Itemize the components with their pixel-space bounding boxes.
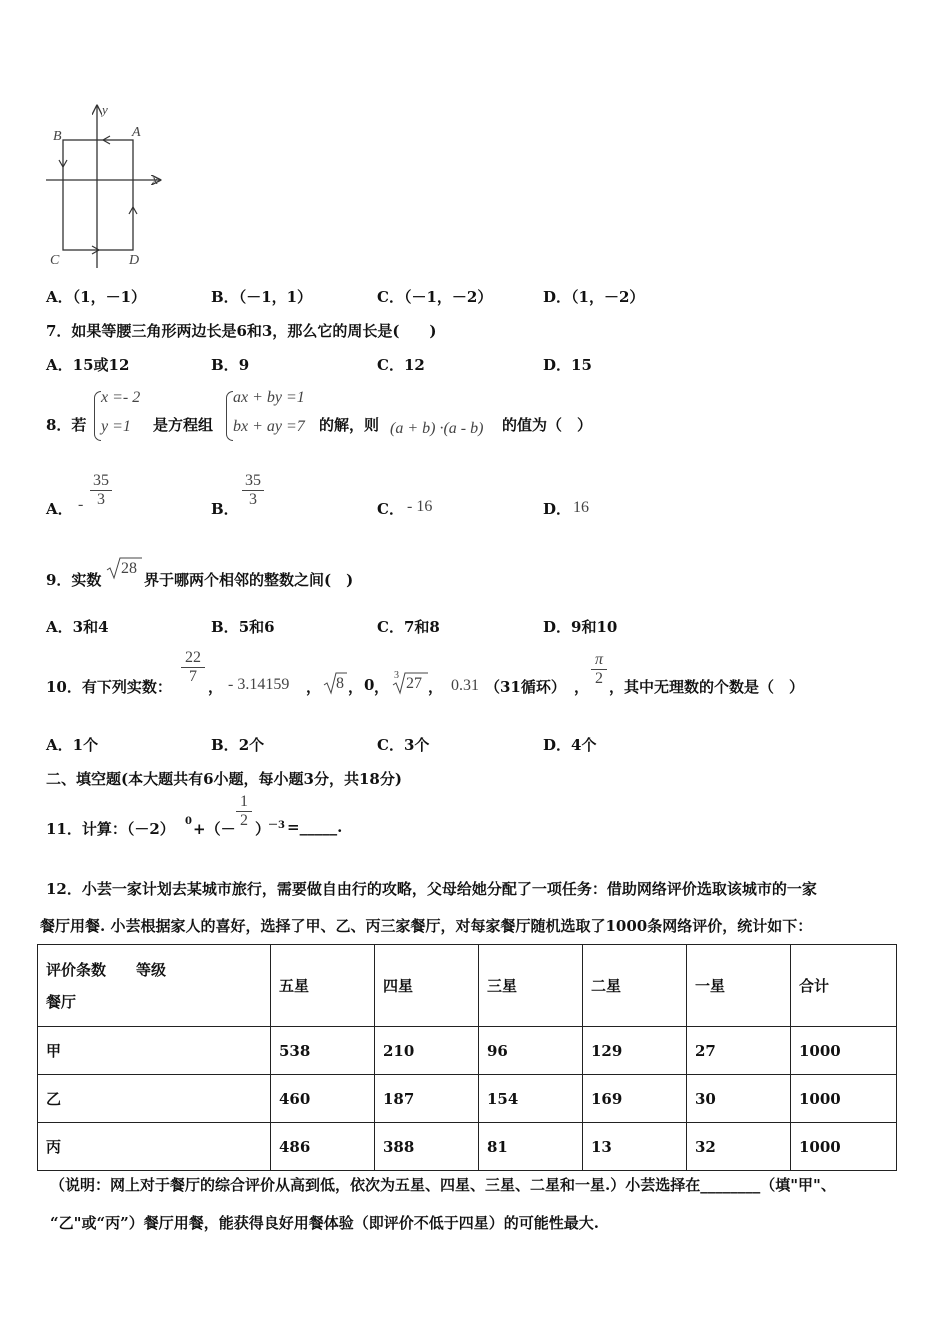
table-cell: 30 — [687, 1075, 791, 1123]
table-row-name: 丙 — [38, 1123, 271, 1171]
q6-option-c: C．（－1，－2） — [377, 288, 493, 306]
section-2-heading: 二、填空题(本大题共有6小题，每小题3分，共18分) — [46, 770, 402, 788]
q8-option-a-letter: A． — [46, 500, 73, 518]
q10-sqrt8-radicand: 8 — [336, 675, 344, 692]
q8-system2-line1: ax + by =1 — [233, 389, 305, 406]
table-header-cell: 五星 — [271, 945, 375, 1027]
q10-fraction-pi-2: π 2 — [591, 651, 607, 688]
q10-cube-root-index: 3 — [394, 670, 399, 681]
q9-option-b: B．5和6 — [211, 618, 275, 636]
q9-option-d: D．9和10 — [543, 618, 618, 636]
q11-exponent-zero: 0 — [185, 816, 192, 827]
q9-prefix: 9．实数 — [46, 571, 102, 589]
table-header-cell: 二星 — [583, 945, 687, 1027]
q8-option-b-letter: B． — [211, 500, 239, 518]
q12-line-2: 餐厅用餐. 小芸根据家人的喜好，选择了甲、乙、丙三家餐厅，对每家餐厅随机选取了1000条网络评价，统计如下： — [40, 917, 813, 935]
point-c-label: C — [50, 253, 60, 268]
q10-suffix: ，其中无理数的个数是（ ） — [609, 678, 805, 696]
q12-line-1: 12．小芸一家计划去某城市旅行，需要做自由行的攻略，父母给她分配了一项任务：借助网络评价选取该城市的一家 — [46, 880, 817, 898]
q10-repeating-note: （31循环） — [485, 678, 566, 696]
q11-prefix: 11．计算：（－2） — [46, 820, 175, 838]
q7-option-a: A．15或12 — [46, 356, 130, 374]
table-row — [38, 1075, 897, 1123]
table-cell: 96 — [479, 1027, 583, 1075]
q10-option-a: A．1个 — [46, 736, 99, 754]
q8-option-b-fraction: 35 3 — [242, 472, 264, 509]
table-cell: 1000 — [791, 1123, 897, 1171]
q10-repeating-decimal: 0.31 — [451, 677, 479, 694]
table-cell: 538 — [271, 1027, 375, 1075]
table-cell: 460 — [271, 1075, 375, 1123]
q10-cube-root-radicand: 27 — [406, 675, 422, 692]
q8-option-d-letter: D． — [543, 500, 572, 518]
q7-option-d: D．15 — [543, 356, 592, 374]
q10-comma-3: ， — [348, 678, 364, 696]
q10-prefix: 10．有下列实数： — [46, 678, 172, 696]
q8-option-d-value: 16 — [573, 499, 589, 516]
table-cell: 81 — [479, 1123, 583, 1171]
point-a-label: A — [132, 125, 141, 140]
q8-suffix: 的值为（ ） — [502, 416, 593, 434]
table-cell: 388 — [375, 1123, 479, 1171]
table-cell: 13 — [583, 1123, 687, 1171]
table-cell: 154 — [479, 1075, 583, 1123]
q10-option-c: C．3个 — [377, 736, 430, 754]
q10-neg-pi-approx: - 3.14159 — [228, 676, 290, 693]
q12-note-line-2: “乙"或“丙”）餐厅用餐，能获得良好用餐体验（即评价不低于四星）的可能性最大. — [50, 1214, 599, 1232]
q11-suffix: =_____. — [287, 818, 343, 836]
table-cell: 486 — [271, 1123, 375, 1171]
q10-option-d: D．4个 — [543, 736, 597, 754]
q10-comma-2: ， — [306, 678, 322, 696]
table-header-cell: 三星 — [479, 945, 583, 1027]
q10-zero: 0 — [364, 676, 375, 694]
table-cell: 1000 — [791, 1027, 897, 1075]
table-cell: 187 — [375, 1075, 479, 1123]
q11-plus: +（－ — [193, 820, 236, 838]
q6-option-b: B．（－1，1） — [211, 288, 313, 306]
table-corner-cell: 评价条数 等级 餐厅 — [38, 945, 271, 1027]
table-header-row — [38, 945, 897, 1027]
q6-option-a: A．（1，－1） — [46, 288, 147, 306]
table-row — [38, 1123, 897, 1171]
q11-exponent-neg3: －3 — [268, 820, 285, 831]
table-header-cell: 四星 — [375, 945, 479, 1027]
q8-mid2-text: 的解，则 — [319, 416, 380, 434]
q7-stem: 7．如果等腰三角形两边长是6和3，那么它的周长是( ) — [46, 322, 437, 340]
q8-option-c-value: - 16 — [407, 498, 433, 515]
q8-option-a-sign: - — [78, 496, 84, 513]
q10-comma-5: ， — [428, 678, 444, 696]
q7-option-c: C．12 — [377, 356, 425, 374]
q11-close-paren: ） — [255, 820, 271, 838]
q8-prefix: 8．若 — [46, 416, 87, 434]
q6-option-d: D．（1，－2） — [543, 288, 645, 306]
table-cell: 1000 — [791, 1075, 897, 1123]
table-header-cell: 一星 — [687, 945, 791, 1027]
q12-note-line-1: （说明：网上对于餐厅的综合评价从高到低，依次为五星、四星、三星、二星和一星.）小芸选择在________（填"甲"、 — [50, 1176, 836, 1194]
q8-option-a-fraction: 35 3 — [90, 472, 112, 509]
table-cell: 129 — [583, 1027, 687, 1075]
q11-fraction: 1 2 — [236, 793, 252, 830]
point-b-label: B — [53, 129, 62, 144]
q8-mid-text: 是方程组 — [153, 416, 214, 434]
q9-option-a: A．3和4 — [46, 618, 109, 636]
table-cell: 27 — [687, 1027, 791, 1075]
table-row — [38, 1027, 897, 1075]
table-cell: 210 — [375, 1027, 479, 1075]
point-d-label: D — [129, 253, 140, 268]
coordinate-graph — [40, 100, 170, 272]
q8-system2-line2: bx + ay =7 — [233, 418, 305, 435]
path-rectangle — [63, 140, 133, 250]
q9-option-c: C．7和8 — [377, 618, 440, 636]
q8-option-c-letter: C． — [377, 500, 404, 518]
q9-radicand: 28 — [121, 560, 137, 577]
q8-system1-brace — [94, 391, 101, 441]
q8-system1-line1: x =- 2 — [101, 389, 141, 406]
y-axis-label: y — [102, 102, 108, 117]
q8-system1-line2: y =1 — [101, 418, 131, 435]
table-cell: 32 — [687, 1123, 791, 1171]
table-header-cell: 合计 — [791, 945, 897, 1027]
table-row-name: 甲 — [38, 1027, 271, 1075]
q10-comma-6: ， — [574, 678, 590, 696]
rating-table — [37, 944, 897, 1171]
q10-option-b: B．2个 — [211, 736, 265, 754]
table-row-name: 乙 — [38, 1075, 271, 1123]
q8-system2-brace — [226, 391, 233, 441]
q10-comma-4: ， — [374, 678, 390, 696]
x-axis-label: x — [152, 173, 159, 188]
q7-option-b: B．9 — [211, 356, 250, 374]
q10-fraction-22-7: 22 7 — [181, 649, 205, 686]
q10-comma-1: ， — [208, 678, 224, 696]
table-cell: 169 — [583, 1075, 687, 1123]
q9-suffix: 界于哪两个相邻的整数之间( ) — [144, 571, 354, 589]
q8-expression: (a + b) ·(a - b) — [390, 420, 484, 437]
